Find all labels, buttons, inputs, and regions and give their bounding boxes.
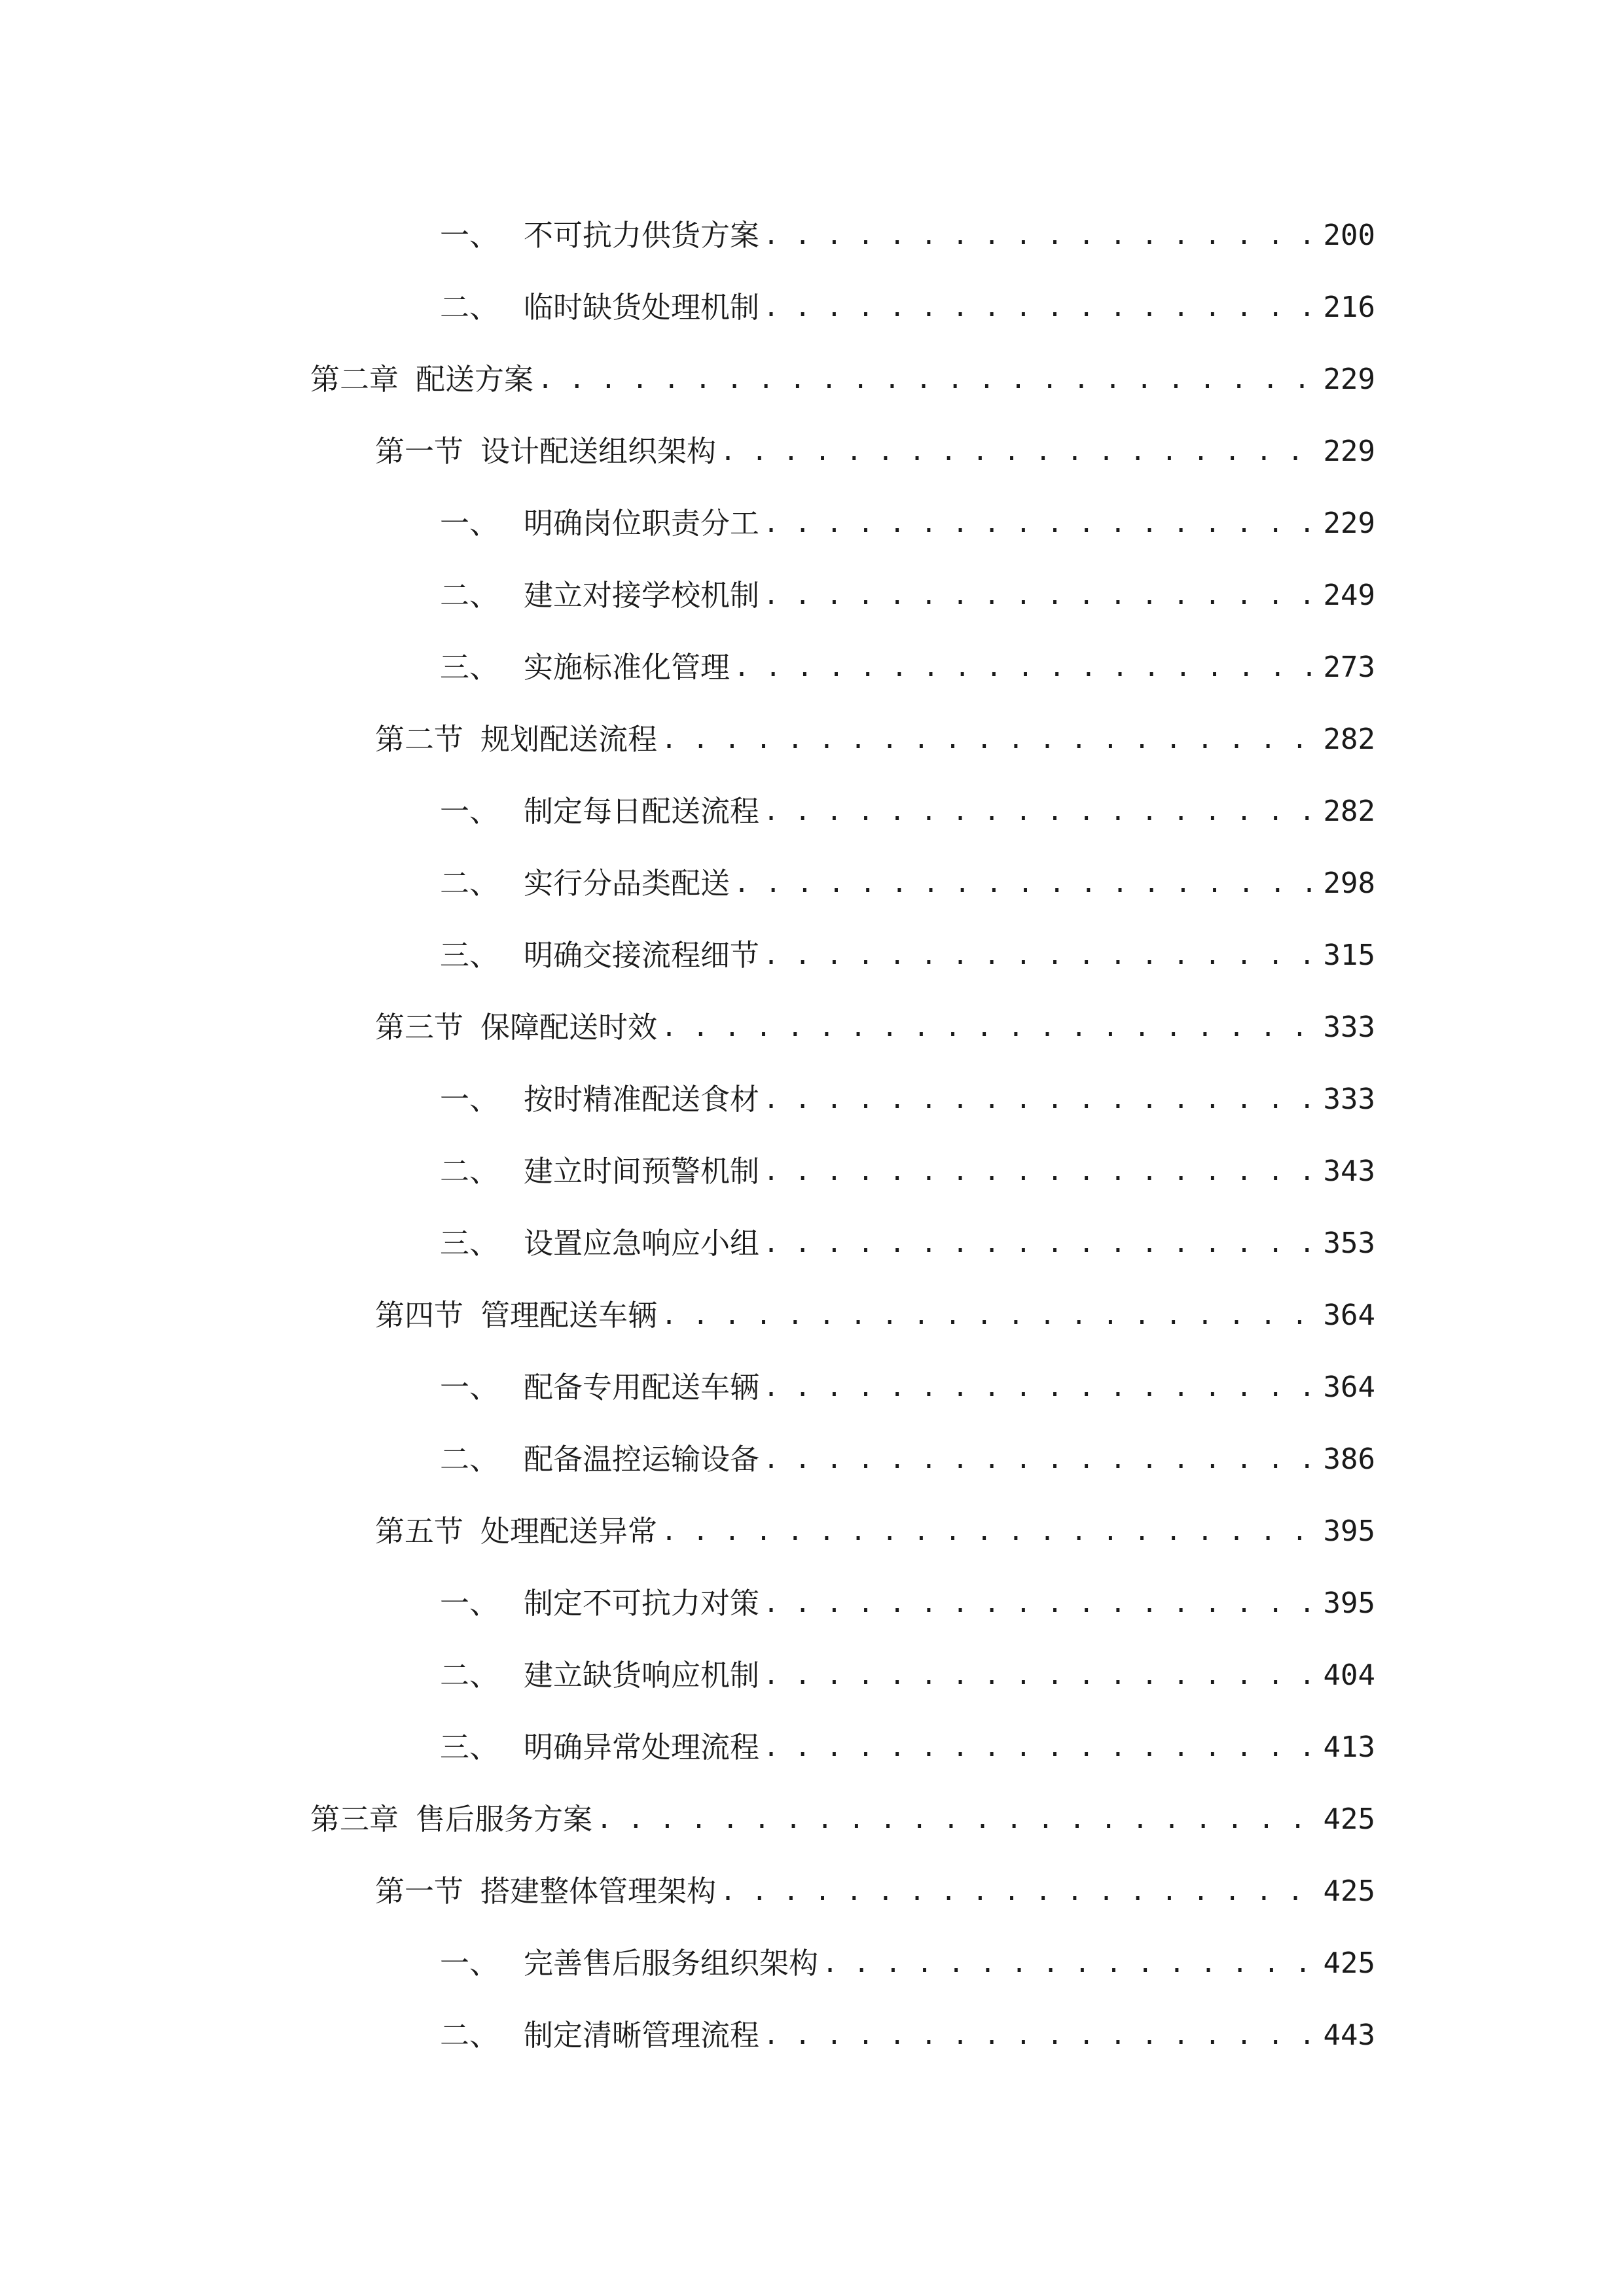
toc-page-number: 364 [1323, 1371, 1375, 1404]
toc-page-number: 404 [1323, 1659, 1375, 1692]
toc-page-number: 333 [1323, 1083, 1375, 1116]
toc-page-number: 249 [1323, 579, 1375, 612]
toc-chapter-entry[interactable] [0, 344, 1624, 416]
toc-page-number: 200 [1323, 219, 1375, 252]
dot-leader [661, 1512, 1316, 1551]
toc-entry-title: 实行分品类配送 [524, 866, 731, 901]
toc-page-number: 425 [1323, 1874, 1375, 1908]
toc-subsection-entry[interactable] [0, 1640, 1624, 1712]
toc-page-number: 443 [1323, 2018, 1375, 2052]
toc-subsection-entry[interactable] [0, 2000, 1624, 2072]
toc-entry-number: 三、 [440, 650, 499, 685]
toc-page-number: 413 [1323, 1731, 1375, 1764]
toc-chapter-entry[interactable] [0, 1784, 1624, 1856]
dot-leader [596, 1800, 1316, 1839]
toc-subsection-entry[interactable] [0, 1136, 1624, 1208]
toc-entry-title: 建立时间预警机制 [524, 1154, 760, 1189]
toc-entry-number: 二、 [440, 578, 499, 613]
toc-entry-title: 临时缺货处理机制 [524, 290, 760, 325]
toc-entry-number: 一、 [440, 506, 499, 541]
toc-entry-title: 制定每日配送流程 [524, 794, 760, 829]
dot-leader [763, 288, 1316, 327]
dot-leader [822, 1944, 1316, 1983]
dot-leader [763, 1728, 1316, 1767]
toc-page-number: 425 [1323, 1803, 1375, 1836]
toc-entry-number: 第二节 [375, 722, 464, 757]
dot-leader [763, 504, 1316, 543]
dot-leader [763, 1368, 1316, 1407]
toc-page-number: 282 [1323, 723, 1375, 756]
toc-entry-title: 制定不可抗力对策 [524, 1586, 760, 1621]
toc-entry-title: 实施标准化管理 [524, 650, 731, 685]
dot-leader [763, 1584, 1316, 1623]
toc-page-number: 282 [1323, 795, 1375, 828]
toc-entry-number: 第三章 [310, 1802, 399, 1837]
toc-entry-number: 二、 [440, 290, 499, 325]
toc-subsection-entry[interactable] [0, 560, 1624, 632]
toc-section-entry[interactable] [0, 1856, 1624, 1928]
toc-entry-number: 二、 [440, 1658, 499, 1693]
toc-page-number: 425 [1323, 1946, 1375, 1980]
toc-page-number: 273 [1323, 651, 1375, 684]
dot-leader [763, 792, 1316, 831]
dot-leader [720, 1872, 1316, 1911]
toc-page-number: 386 [1323, 1443, 1375, 1476]
toc-entry-number: 二、 [440, 1154, 499, 1189]
toc-subsection-entry[interactable] [0, 200, 1624, 272]
toc-subsection-entry[interactable] [0, 1568, 1624, 1640]
dot-leader [763, 1224, 1316, 1263]
dot-leader [763, 1152, 1316, 1191]
toc-entry-number: 第一节 [375, 434, 464, 469]
toc-subsection-entry[interactable] [0, 488, 1624, 560]
toc-page-number: 364 [1323, 1299, 1375, 1332]
toc-entry-number: 第四节 [375, 1298, 464, 1333]
dot-leader [763, 216, 1316, 255]
toc-entry-number: 一、 [440, 1370, 499, 1405]
toc-subsection-entry[interactable] [0, 1712, 1624, 1784]
dot-leader [763, 1080, 1316, 1119]
toc-entry-title: 不可抗力供货方案 [524, 218, 760, 253]
dot-leader [763, 1440, 1316, 1479]
toc-subsection-entry[interactable] [0, 776, 1624, 848]
toc-page-number: 298 [1323, 867, 1375, 900]
toc-entry-title: 售后服务方案 [416, 1802, 593, 1837]
toc-subsection-entry[interactable] [0, 272, 1624, 344]
dot-leader [734, 648, 1316, 687]
toc-entry-number: 二、 [440, 866, 499, 901]
dot-leader [537, 360, 1316, 399]
toc-entry-title: 建立缺货响应机制 [524, 1658, 760, 1693]
toc-entry-title: 明确交接流程细节 [524, 938, 760, 973]
dot-leader [763, 1656, 1316, 1695]
toc-entry-title: 处理配送异常 [480, 1514, 658, 1549]
toc-entry-title: 完善售后服务组织架构 [524, 1946, 819, 1981]
dot-leader [734, 864, 1316, 903]
toc-section-entry[interactable] [0, 1496, 1624, 1568]
toc-entry-number: 三、 [440, 938, 499, 973]
toc-subsection-entry[interactable] [0, 1352, 1624, 1424]
toc-entry-number: 一、 [440, 1946, 499, 1981]
toc-page-number: 315 [1323, 939, 1375, 972]
dot-leader [763, 936, 1316, 975]
toc-entry-number: 三、 [440, 1730, 499, 1765]
toc-page-number: 216 [1323, 291, 1375, 324]
toc-entry-number: 一、 [440, 1082, 499, 1117]
dot-leader [763, 576, 1316, 615]
toc-page-number: 395 [1323, 1587, 1375, 1620]
toc-entry-number: 第五节 [375, 1514, 464, 1549]
toc-section-entry[interactable] [0, 992, 1624, 1064]
toc-subsection-entry[interactable] [0, 1424, 1624, 1496]
toc-page-number: 229 [1323, 507, 1375, 540]
toc-page-number: 343 [1323, 1155, 1375, 1188]
toc-subsection-entry[interactable] [0, 632, 1624, 704]
dot-leader [661, 720, 1316, 759]
toc-entry-number: 一、 [440, 1586, 499, 1621]
toc-page-number: 229 [1323, 363, 1375, 396]
toc-subsection-entry[interactable] [0, 920, 1624, 992]
toc-entry-number: 第一节 [375, 1874, 464, 1909]
toc-subsection-entry[interactable] [0, 848, 1624, 920]
toc-entry-number: 第三节 [375, 1010, 464, 1045]
toc-entry-title: 按时精准配送食材 [524, 1082, 760, 1117]
toc-entry-title: 保障配送时效 [480, 1010, 658, 1045]
toc-entry-title: 设置应急响应小组 [524, 1226, 760, 1261]
toc-entry-title: 配备专用配送车辆 [524, 1370, 760, 1405]
toc-entry-title: 制定清晰管理流程 [524, 2018, 760, 2053]
toc-entry-title: 管理配送车辆 [480, 1298, 658, 1333]
toc-entry-number: 一、 [440, 218, 499, 253]
dot-leader [661, 1296, 1316, 1335]
toc-entry-number: 二、 [440, 1442, 499, 1477]
toc-page-number: 229 [1323, 435, 1375, 468]
toc-entry-title: 配备温控运输设备 [524, 1442, 760, 1477]
toc-subsection-entry[interactable] [0, 1064, 1624, 1136]
toc-subsection-entry[interactable] [0, 1208, 1624, 1280]
toc-section-entry[interactable] [0, 1280, 1624, 1352]
toc-entry-title: 设计配送组织架构 [480, 434, 717, 469]
toc-subsection-entry[interactable] [0, 1928, 1624, 2000]
toc-entry-title: 搭建整体管理架构 [480, 1874, 717, 1909]
toc-entry-title: 明确岗位职责分工 [524, 506, 760, 541]
toc-page-number: 353 [1323, 1227, 1375, 1260]
toc-entry-number: 一、 [440, 794, 499, 829]
toc-page-number: 395 [1323, 1515, 1375, 1548]
dot-leader [720, 432, 1316, 471]
toc-section-entry[interactable] [0, 416, 1624, 488]
dot-leader [763, 2016, 1316, 2055]
toc-entry-title: 明确异常处理流程 [524, 1730, 760, 1765]
toc-page-number: 333 [1323, 1011, 1375, 1044]
toc-entry-title: 规划配送流程 [480, 722, 658, 757]
toc-entry-title: 建立对接学校机制 [524, 578, 760, 613]
toc-entry-number: 二、 [440, 2018, 499, 2053]
table-of-contents [0, 200, 1624, 2072]
toc-entry-number: 三、 [440, 1226, 499, 1261]
toc-entry-number: 第二章 [310, 362, 399, 397]
toc-entry-title: 配送方案 [416, 362, 534, 397]
toc-section-entry[interactable] [0, 704, 1624, 776]
dot-leader [661, 1008, 1316, 1047]
